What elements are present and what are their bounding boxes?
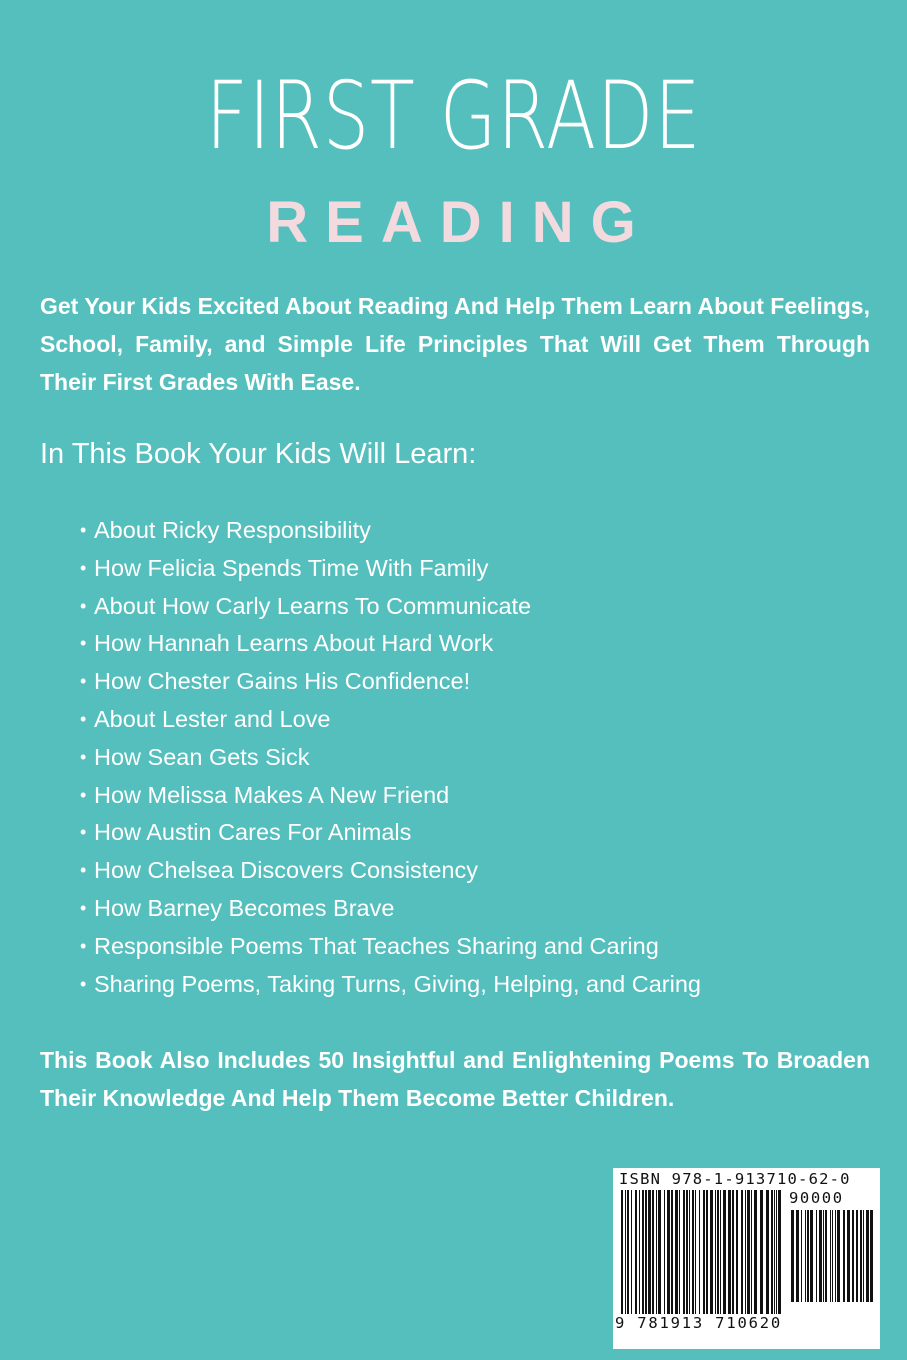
- barcode-bar: [664, 1190, 665, 1314]
- bullet-icon: •: [80, 973, 87, 994]
- learn-heading: In This Book Your Kids Will Learn:: [40, 438, 477, 470]
- barcode-bar: [747, 1190, 750, 1314]
- topic-item: • How Chelsea Discovers Consistency: [80, 852, 701, 890]
- barcode-bar: [807, 1210, 809, 1302]
- barcode-bar: [686, 1190, 688, 1314]
- barcode-bar: [741, 1190, 743, 1314]
- barcode-bar: [689, 1190, 690, 1314]
- barcode-bar: [870, 1210, 873, 1302]
- book-title: FIRST GRADE: [205, 62, 702, 171]
- bullet-icon: •: [80, 520, 87, 540]
- price-code: 90000: [789, 1189, 844, 1207]
- barcode-bar: [706, 1190, 708, 1326]
- barcode-bar: [837, 1210, 840, 1302]
- barcode-bar: [825, 1210, 827, 1302]
- barcode-bar: [692, 1190, 694, 1314]
- barcode-bar: [642, 1190, 644, 1314]
- barcode-bar: [683, 1190, 685, 1314]
- bullet-icon: •: [80, 595, 87, 616]
- barcode-bar: [751, 1190, 752, 1314]
- barcode-bar: [703, 1190, 705, 1314]
- barcode-bar: [810, 1210, 813, 1302]
- intro-blurb: Get Your Kids Excited About Reading And Help Them Learn About Feelings, School, Family, and Simple Life Principles That Will Get Them Through Their First Grades With Ease.: [40, 293, 870, 395]
- barcode-bar: [852, 1210, 854, 1302]
- barcode-bar: [710, 1190, 713, 1326]
- topic-item: • About How Carly Learns To Communicate: [80, 588, 701, 626]
- bullet-icon: •: [80, 633, 87, 654]
- barcode-bar: [648, 1190, 651, 1314]
- bullet-icon: •: [80, 897, 87, 918]
- barcode-bar: [720, 1190, 721, 1314]
- barcode-bar: [627, 1190, 629, 1314]
- barcode-bar: [830, 1210, 831, 1302]
- bullet-icon: •: [80, 671, 87, 692]
- barcode-bar: [723, 1190, 726, 1314]
- barcode-bar: [776, 1190, 777, 1314]
- barcode-bar: [645, 1190, 647, 1314]
- bullet-icon: •: [80, 822, 87, 843]
- barcode-bar: [778, 1190, 781, 1314]
- barcode-bar: [745, 1190, 746, 1314]
- barcode-bar: [843, 1210, 845, 1302]
- bullet-icon: •: [80, 708, 87, 729]
- isbn-barcode: [613, 1168, 880, 1349]
- barcode-bar: [667, 1190, 670, 1314]
- bullet-icon: •: [80, 746, 87, 767]
- barcode-bar: [835, 1210, 836, 1302]
- bullet-icon: •: [80, 860, 87, 881]
- barcode-bar: [717, 1190, 719, 1314]
- barcode-bar: [728, 1190, 731, 1314]
- topic-item: • How Felicia Spends Time With Family: [80, 550, 701, 588]
- barcode-bar: [656, 1190, 657, 1314]
- barcode-bar: [860, 1210, 862, 1302]
- topic-item: • Responsible Poems That Teaches Sharing and Caring: [80, 928, 701, 966]
- barcode-bar: [819, 1210, 822, 1302]
- barcode-bar: [736, 1190, 738, 1314]
- book-subtitle: READING: [266, 190, 653, 255]
- barcode-bar: [675, 1190, 678, 1314]
- topic-item: • About Lester and Love: [80, 701, 701, 739]
- barcode-bar: [796, 1210, 799, 1302]
- barcode-bars-icon: [621, 1190, 785, 1326]
- barcode-bar: [832, 1210, 833, 1302]
- barcode-bar: [760, 1190, 763, 1314]
- topic-item: • How Barney Becomes Brave: [80, 890, 701, 928]
- barcode-bar: [771, 1190, 773, 1314]
- topic-item: • How Austin Cares For Animals: [80, 814, 701, 852]
- addon-barcode-bars-icon: [791, 1210, 873, 1314]
- barcode-bar: [766, 1190, 769, 1314]
- barcode-bar: [805, 1210, 806, 1302]
- isbn-label: ISBN 978-1-913710-62-0: [619, 1170, 851, 1188]
- barcode-bar: [866, 1210, 869, 1302]
- barcode-bar: [652, 1190, 654, 1314]
- outro-blurb: This Book Also Includes 50 Insightful and Enlightening Poems To Broaden Their Knowledge And Help Them Become Better Children.: [40, 1047, 870, 1111]
- topic-item: • How Hannah Learns About Hard Work: [80, 625, 701, 663]
- barcode-bar: [847, 1210, 850, 1302]
- topic-item: • How Chester Gains His Confidence!: [80, 663, 701, 701]
- barcode-bar: [625, 1190, 626, 1326]
- barcode-bar: [671, 1190, 673, 1314]
- barcode-bar: [791, 1210, 794, 1302]
- topic-item: • How Melissa Makes A New Friend: [80, 777, 701, 815]
- bullet-icon: •: [80, 935, 87, 956]
- barcode-bar: [621, 1190, 623, 1326]
- barcode-bar: [695, 1190, 696, 1314]
- topic-item: • Sharing Poems, Taking Turns, Giving, Helping, and Caring: [80, 966, 701, 1004]
- barcode-bar: [635, 1190, 637, 1314]
- barcode-bar: [816, 1210, 817, 1302]
- barcode-bar: [699, 1190, 700, 1314]
- bullet-icon: •: [80, 784, 87, 805]
- barcode-bar: [823, 1210, 824, 1302]
- barcode-bar: [801, 1210, 802, 1302]
- bullet-icon: •: [80, 557, 87, 578]
- barcode-bar: [679, 1190, 680, 1314]
- barcode-bar: [639, 1190, 640, 1314]
- barcode-bar: [863, 1210, 864, 1302]
- barcode-digits: 9 781913 710620: [615, 1314, 782, 1332]
- barcode-bar: [631, 1190, 632, 1314]
- barcode-bar: [732, 1190, 734, 1314]
- barcode-bar: [715, 1190, 716, 1314]
- topic-item: • About Ricky Responsibility: [80, 512, 701, 550]
- barcode-bar: [774, 1190, 775, 1314]
- barcode-bar: [658, 1190, 661, 1314]
- barcode-bar: [754, 1190, 757, 1314]
- topic-item: • How Sean Gets Sick: [80, 739, 701, 777]
- barcode-bar: [856, 1210, 858, 1302]
- topic-list: [80, 512, 701, 1003]
